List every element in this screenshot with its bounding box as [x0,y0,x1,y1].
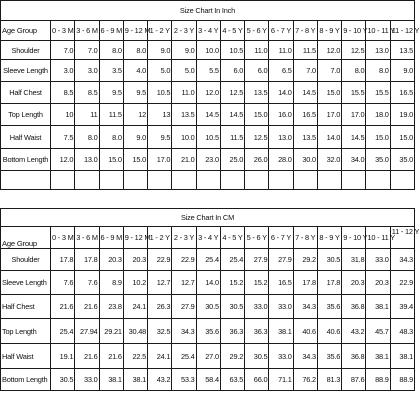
size-value-cell: 30.48 [123,319,147,344]
size-value-cell: 30.5 [220,295,244,319]
size-value-cell: 12.7 [172,271,196,295]
size-value-cell: 20.3 [366,271,390,295]
size-value-cell: 34.3 [293,295,317,319]
size-value-cell: 15.0 [366,126,390,149]
size-value-cell: 35.6 [196,319,220,344]
size-value-cell: 32.0 [317,149,341,171]
size-value-cell: 21.6 [51,295,75,319]
inch-size-header: 3 - 6 M [75,21,99,41]
table-row [1,295,415,319]
size-value-cell: 15.5 [342,82,366,104]
size-value-cell: 71.1 [269,369,293,391]
inch-size-header: 11 - 12 Y [390,21,414,41]
size-value-cell: 9.5 [123,82,147,104]
size-value-cell: 34.3 [172,319,196,344]
inch-size-header: 1 - 2 Y [148,21,172,41]
size-value-cell: 9.5 [99,82,123,104]
size-value-cell: 10.5 [220,41,244,60]
size-value-cell: 36.3 [245,319,269,344]
size-value-cell: 25.4 [220,249,244,271]
size-value-cell: 21.0 [172,149,196,171]
table-row [1,126,415,149]
row-label: Half Chest [1,295,51,319]
inch-size-header: 9 - 10 Y [342,21,366,41]
size-value-cell: 17.0 [148,149,172,171]
size-value-cell: 29.2 [293,249,317,271]
size-value-cell: 23.8 [99,295,123,319]
cm-size-header: 8 - 9 Y [317,227,341,249]
size-value-cell: 11.0 [245,41,269,60]
table-row [1,104,415,126]
size-value-cell: 10.2 [123,271,147,295]
size-value-cell: 27.9 [245,249,269,271]
size-value-cell: 5.0 [172,60,196,82]
size-value-cell: 15.0 [317,82,341,104]
size-value-cell: 12.5 [245,126,269,149]
size-value-cell: 36.8 [342,295,366,319]
size-value-cell: 33.0 [75,369,99,391]
size-value-cell: 15.5 [366,82,390,104]
size-value-cell: 6.0 [245,60,269,82]
size-value-cell: 10.5 [148,82,172,104]
size-value-cell: 26.0 [245,149,269,171]
size-value-cell: 30.5 [51,369,75,391]
size-value-cell: 30.5 [196,295,220,319]
size-value-cell: 8.9 [99,271,123,295]
cm-size-header: 9 - 12 M [123,227,147,249]
size-value-cell: 17.8 [75,249,99,271]
size-value-cell: 25.0 [220,149,244,171]
size-value-cell: 16.5 [390,82,414,104]
row-label: Sleeve Length [1,60,51,82]
inch-size-header: 6 - 7 Y [269,21,293,41]
size-value-cell: 9.0 [148,41,172,60]
size-value-cell: 27.0 [196,344,220,369]
size-value-cell: 15.2 [220,271,244,295]
size-value-cell: 11.0 [172,82,196,104]
cm-size-header: 1 - 2 Y [148,227,172,249]
size-value-cell: 31.8 [342,249,366,271]
size-value-cell: 39.4 [390,295,414,319]
inch-empty-row [1,171,415,190]
size-value-cell: 38.1 [269,319,293,344]
row-label: Shoulder [1,249,51,271]
table-row [1,149,415,171]
size-value-cell: 10.0 [172,126,196,149]
size-chart-inch-table [0,0,419,190]
table-row [1,369,415,391]
size-value-cell: 8.0 [366,60,390,82]
size-value-cell: 9.0 [172,41,196,60]
size-value-cell: 4.0 [123,60,147,82]
size-value-cell: 21.6 [75,344,99,369]
size-value-cell: 34.3 [293,344,317,369]
size-value-cell: 10 [51,104,75,126]
inch-size-header: 4 - 5 Y [220,21,244,41]
size-value-cell: 11 [75,104,99,126]
size-value-cell: 25.4 [51,319,75,344]
size-value-cell: 7.5 [51,126,75,149]
table-row [1,249,415,271]
row-label: Bottom Length [1,369,51,391]
row-label: Bottom Length [1,149,51,171]
size-value-cell: 14.0 [196,271,220,295]
size-value-cell: 8.0 [342,60,366,82]
cm-age-group-label: Age Group [1,227,51,249]
size-value-cell: 8.0 [99,41,123,60]
size-value-cell: 35.6 [317,295,341,319]
size-value-cell: 8.0 [99,126,123,149]
size-value-cell: 45.7 [366,319,390,344]
size-value-cell: 22.9 [148,249,172,271]
inch-size-header: 9 - 12 M [123,21,147,41]
size-value-cell: 11.5 [99,104,123,126]
size-value-cell: 14.5 [196,104,220,126]
size-value-cell: 13.5 [172,104,196,126]
size-value-cell: 23.0 [196,149,220,171]
size-value-cell: 76.2 [293,369,317,391]
size-value-cell: 15.0 [245,104,269,126]
size-value-cell: 25.4 [196,249,220,271]
size-value-cell: 14.5 [342,126,366,149]
size-value-cell: 13.0 [75,149,99,171]
table-row [1,271,415,295]
size-value-cell: 66.0 [245,369,269,391]
size-value-cell: 12.5 [342,41,366,60]
cm-chart-title: Size Chart In CM [1,209,415,227]
size-value-cell: 3.5 [99,60,123,82]
size-value-cell: 33.0 [366,249,390,271]
size-value-cell: 48.3 [390,319,414,344]
table-row [1,60,415,82]
cm-size-header: 7 - 8 Y [293,227,317,249]
inch-size-header: 2 - 3 Y [172,21,196,41]
size-value-cell: 8.0 [75,126,99,149]
size-value-cell: 30.0 [293,149,317,171]
size-value-cell: 20.3 [99,249,123,271]
inch-size-header: 5 - 6 Y [245,21,269,41]
inch-chart-title: Size Chart In Inch [1,1,415,21]
size-value-cell: 81.3 [317,369,341,391]
row-label: Half Waist [1,126,51,149]
size-value-cell: 13.5 [293,126,317,149]
size-value-cell: 33.0 [269,344,293,369]
size-value-cell: 36.8 [342,344,366,369]
size-value-cell: 6.5 [269,60,293,82]
size-value-cell: 29.2 [220,344,244,369]
table-row [1,344,415,369]
size-value-cell: 7.0 [51,41,75,60]
size-value-cell: 17.8 [317,271,341,295]
size-value-cell: 88.9 [390,369,414,391]
size-value-cell: 19.1 [51,344,75,369]
table-row [1,319,415,344]
size-value-cell: 5.5 [196,60,220,82]
size-value-cell: 9.5 [148,126,172,149]
size-value-cell: 53.3 [172,369,196,391]
size-value-cell: 7.6 [51,271,75,295]
size-value-cell: 15.0 [390,126,414,149]
size-value-cell: 24.1 [123,295,147,319]
size-value-cell: 19.0 [390,104,414,126]
size-value-cell: 13.0 [366,41,390,60]
size-value-cell: 7.6 [75,271,99,295]
size-value-cell: 58.4 [196,369,220,391]
size-value-cell: 7.0 [293,60,317,82]
size-value-cell: 13 [148,104,172,126]
size-value-cell: 21.6 [99,344,123,369]
inch-size-header: 7 - 8 Y [293,21,317,41]
size-value-cell: 22.5 [123,344,147,369]
size-value-cell: 20.3 [123,249,147,271]
cm-size-header: 9 - 10 Y [342,227,366,249]
size-value-cell: 11.5 [220,126,244,149]
size-value-cell: 43.2 [148,369,172,391]
size-value-cell: 34.3 [390,249,414,271]
size-value-cell: 22.9 [390,271,414,295]
cm-table-body [1,249,415,391]
cm-size-header: 3 - 6 M [75,227,99,249]
row-label: Half Chest [1,82,51,104]
size-value-cell: 15.0 [99,149,123,171]
size-value-cell: 30.5 [245,344,269,369]
size-value-cell: 32.5 [148,319,172,344]
row-label: Top Length [1,319,51,344]
size-value-cell: 17.0 [342,104,366,126]
size-value-cell: 33.0 [245,295,269,319]
inch-table-body [1,41,415,171]
row-label: Half Waist [1,344,51,369]
size-value-cell: 12.0 [51,149,75,171]
size-value-cell: 16.0 [269,104,293,126]
size-value-cell: 34.0 [342,149,366,171]
size-value-cell: 38.1 [99,369,123,391]
size-value-cell: 63.5 [220,369,244,391]
size-value-cell: 27.9 [269,249,293,271]
size-value-cell: 12.0 [317,41,341,60]
size-value-cell: 14.0 [269,82,293,104]
size-value-cell: 38.1 [366,344,390,369]
size-value-cell: 12.0 [196,82,220,104]
inch-size-header: 8 - 9 Y [317,21,341,41]
size-chart-cm-table [0,208,419,391]
size-value-cell: 14.0 [317,126,341,149]
inch-size-header: 6 - 9 M [99,21,123,41]
size-value-cell: 12.7 [148,271,172,295]
size-value-cell: 35.0 [366,149,390,171]
size-value-cell: 15.2 [245,271,269,295]
size-value-cell: 22.9 [172,249,196,271]
table-row [1,82,415,104]
size-value-cell: 40.6 [293,319,317,344]
inch-size-header: 10 - 11 Y [366,21,390,41]
size-value-cell: 11.0 [269,41,293,60]
size-value-cell: 38.1 [123,369,147,391]
size-value-cell: 18.0 [366,104,390,126]
size-value-cell: 10.5 [196,126,220,149]
size-value-cell: 16.5 [293,104,317,126]
inch-size-header: 3 - 4 Y [196,21,220,41]
size-value-cell: 7.0 [75,41,99,60]
size-value-cell: 17.8 [51,249,75,271]
size-value-cell: 87.6 [342,369,366,391]
size-value-cell: 25.4 [172,344,196,369]
size-value-cell: 8.0 [123,41,147,60]
cm-size-header: 0 - 3 M [51,227,75,249]
size-value-cell: 38.1 [390,344,414,369]
size-value-cell: 36.3 [220,319,244,344]
size-value-cell: 29.21 [99,319,123,344]
size-value-cell: 7.0 [317,60,341,82]
table-row [1,41,415,60]
size-value-cell: 3.0 [75,60,99,82]
cm-size-header: 6 - 9 M [99,227,123,249]
size-value-cell: 21.6 [75,295,99,319]
row-label: Shoulder [1,41,51,60]
size-value-cell: 13.0 [269,126,293,149]
cm-size-header: 11 - 12 Y [390,227,414,249]
size-value-cell: 33.0 [269,295,293,319]
size-value-cell: 27.9 [172,295,196,319]
size-value-cell: 30.5 [317,249,341,271]
size-value-cell: 26.3 [148,295,172,319]
cm-size-header: 6 - 7 Y [269,227,293,249]
size-value-cell: 28.0 [269,149,293,171]
size-value-cell: 9.0 [390,60,414,82]
size-value-cell: 40.6 [317,319,341,344]
cm-size-header: 5 - 6 Y [245,227,269,249]
row-label: Top Length [1,104,51,126]
cm-size-header: 10 - 11 Y [366,227,390,249]
size-value-cell: 15.0 [123,149,147,171]
size-value-cell: 6.0 [220,60,244,82]
cm-size-header: 2 - 3 Y [172,227,196,249]
size-value-cell: 11.5 [293,41,317,60]
size-value-cell: 12.5 [220,82,244,104]
size-value-cell: 8.5 [51,82,75,104]
size-value-cell: 13.5 [390,41,414,60]
size-value-cell: 14.5 [293,82,317,104]
size-value-cell: 12 [123,104,147,126]
size-value-cell: 9.0 [123,126,147,149]
size-value-cell: 17.8 [293,271,317,295]
row-label: Sleeve Length [1,271,51,295]
size-value-cell: 8.5 [75,82,99,104]
size-value-cell: 20.3 [342,271,366,295]
size-value-cell: 35.0 [390,149,414,171]
size-value-cell: 17.0 [317,104,341,126]
size-value-cell: 27.94 [75,319,99,344]
cm-size-header: 4 - 5 Y [220,227,244,249]
size-value-cell: 35.6 [317,344,341,369]
size-value-cell: 43.2 [342,319,366,344]
inch-size-header: 0 - 3 M [51,21,75,41]
size-value-cell: 88.9 [366,369,390,391]
size-value-cell: 10.0 [196,41,220,60]
size-value-cell: 13.5 [245,82,269,104]
cm-size-header: 3 - 4 Y [196,227,220,249]
size-value-cell: 14.5 [220,104,244,126]
size-value-cell: 38.1 [366,295,390,319]
inch-age-group-label: Age Group [1,21,51,41]
size-value-cell: 5.0 [148,60,172,82]
size-value-cell: 16.5 [269,271,293,295]
size-value-cell: 24.1 [148,344,172,369]
size-value-cell: 3.0 [51,60,75,82]
